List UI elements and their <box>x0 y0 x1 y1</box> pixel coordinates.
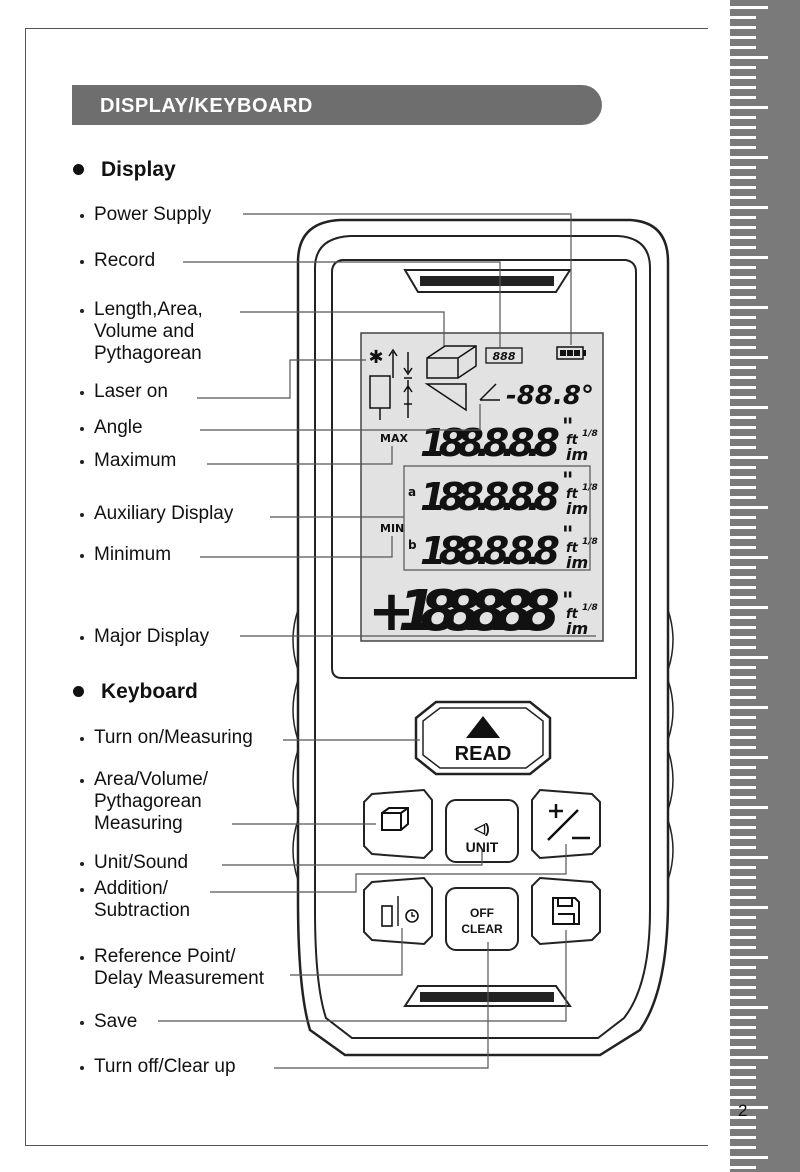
aux-a-reading: 188.8.8.8 <box>420 475 560 519</box>
unit-fraction: 1/8 <box>582 483 598 493</box>
label-power-supply: Power Supply <box>94 204 212 225</box>
unit-ft: ft <box>566 541 578 556</box>
label-addition-subtraction: Addition/ Subtraction <box>94 878 191 921</box>
label-record: Record <box>94 250 156 271</box>
battery-bar <box>574 350 580 356</box>
label-save: Save <box>94 1011 138 1032</box>
unit-fraction: 1/8 <box>582 429 598 439</box>
label-turn-off-clear: Turn off/Clear up <box>94 1056 236 1077</box>
max-reading: 188.8.8.8 <box>420 421 560 465</box>
inch-mark: " <box>562 415 574 440</box>
label-major-display: Major Display <box>94 626 210 647</box>
sound-icon: ◁) <box>474 820 490 836</box>
battery-bar <box>560 350 566 356</box>
unit-fraction: 1/8 <box>582 603 598 613</box>
battery-bar <box>567 350 573 356</box>
label-unit-sound: Unit/Sound <box>94 852 189 873</box>
laser-icon: ✱ <box>368 347 384 368</box>
unit-m: im <box>566 553 589 572</box>
label-laser-on: Laser on <box>94 381 168 402</box>
unit-ft: ft <box>566 487 578 502</box>
label-minimum: Minimum <box>94 544 172 565</box>
clear-key-label: CLEAR <box>461 922 503 936</box>
read-key-label: READ <box>454 743 512 765</box>
unit-key-label: UNIT <box>465 839 499 855</box>
unit-ft: ft <box>566 433 578 448</box>
unit-ft: ft <box>566 607 578 622</box>
page-number: 2 <box>738 1101 748 1120</box>
section-header-title: DISPLAY/KEYBOARD <box>100 95 313 117</box>
label-auxiliary-display: Auxiliary Display <box>94 503 234 524</box>
inch-mark: " <box>562 589 574 614</box>
record-counter: 888 <box>492 350 516 363</box>
major-reading: +188.8.8.8 <box>368 579 560 644</box>
battery-tip <box>583 350 586 356</box>
max-label: MAX <box>380 432 408 445</box>
off-key-label: OFF <box>470 906 494 920</box>
aux-b-reading: 188.8.8.8 <box>420 529 560 573</box>
label-length-area-volume: Length,Area, Volume and Pythagorean <box>94 299 203 364</box>
angle-value: -88.8° <box>506 381 594 411</box>
unit-m: im <box>566 499 589 518</box>
aux-b-prefix: b <box>408 538 417 552</box>
keyboard-section-title: Keyboard <box>101 680 198 703</box>
bottom-slot-fill <box>420 992 554 1002</box>
label-reference-delay: Reference Point/ Delay Measurement <box>94 946 265 989</box>
unit-m: im <box>566 619 589 638</box>
inch-mark: " <box>562 469 574 494</box>
unit-m: im <box>566 445 589 464</box>
label-area-volume-measuring: Area/Volume/ Pythagorean Measuring <box>94 769 209 834</box>
display-section-title: Display <box>101 158 176 181</box>
inch-mark: " <box>562 523 574 548</box>
label-maximum: Maximum <box>94 450 177 471</box>
label-turn-on-measuring: Turn on/Measuring <box>94 727 253 748</box>
min-label: MIN <box>380 522 405 535</box>
label-angle: Angle <box>94 417 143 438</box>
aux-a-prefix: a <box>408 485 417 499</box>
unit-fraction: 1/8 <box>582 537 598 547</box>
top-slot-fill <box>420 276 554 286</box>
